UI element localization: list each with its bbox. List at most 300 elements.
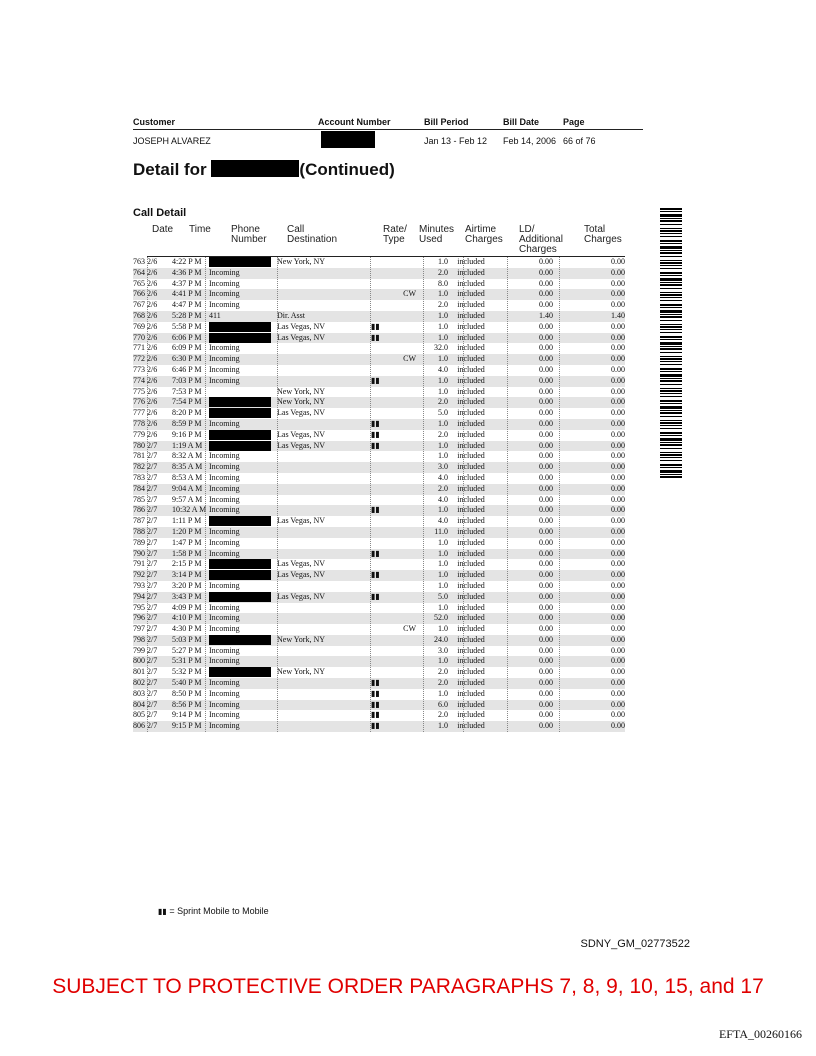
mobile-to-mobile-icon: ▮▮ — [371, 570, 380, 580]
call-date: 2/6 — [147, 397, 158, 407]
minutes-used: 2.0 — [438, 267, 448, 277]
table-row — [133, 710, 625, 721]
total-charges: 0.00 — [611, 602, 625, 612]
call-date: 2/6 — [147, 408, 158, 418]
barcode-bar — [660, 378, 682, 379]
barcode-bar — [660, 371, 682, 372]
customer-label: Customer — [133, 117, 176, 127]
barcode-bar — [660, 262, 682, 264]
phone-number-redaction — [209, 667, 271, 677]
row-number: 778 — [133, 418, 145, 428]
barcode-bar — [660, 390, 682, 392]
rate-type — [371, 721, 417, 732]
minutes-used: 4.0 — [438, 364, 448, 374]
table-row — [133, 376, 625, 387]
airtime-charges: included — [457, 440, 485, 450]
table-row — [133, 322, 625, 333]
column-separator — [507, 257, 508, 732]
airtime-charges: included — [457, 332, 485, 342]
barcode-bar — [660, 448, 682, 449]
ld-charges: 0.00 — [539, 505, 553, 515]
table-row — [133, 343, 625, 354]
total-charges: 0.00 — [611, 440, 625, 450]
call-date: 2/7 — [147, 505, 158, 515]
row-number: 794 — [133, 591, 145, 601]
ld-charges: 0.00 — [539, 472, 553, 482]
bates-number: SDNY_GM_02773522 — [580, 938, 690, 950]
minutes-used: 52.0 — [434, 613, 448, 623]
phone-number: Incoming — [209, 472, 240, 482]
page-label: Page — [563, 117, 585, 127]
airtime-charges: included — [457, 602, 485, 612]
row-number: 765 — [133, 278, 145, 288]
minutes-used: 2.0 — [438, 483, 448, 493]
barcode-bar — [660, 422, 682, 424]
minutes-used: 1.0 — [438, 624, 448, 634]
call-time: 1:47 P M — [172, 537, 202, 547]
call-date: 2/7 — [147, 580, 158, 590]
efta-number: EFTA_00260166 — [718, 1027, 802, 1041]
phone-number: Incoming — [209, 613, 240, 623]
table-row — [133, 484, 625, 495]
row-number: 804 — [133, 699, 145, 709]
title-suffix: (Continued) — [299, 160, 395, 179]
call-time: 4:09 P M — [172, 602, 202, 612]
barcode-bar — [660, 320, 682, 321]
total-charges: 0.00 — [611, 667, 625, 677]
table-row — [133, 365, 625, 376]
call-time: 6:46 P M — [172, 364, 202, 374]
ld-charges: 0.00 — [539, 483, 553, 493]
barcode-bar — [660, 342, 682, 345]
barcode-bar — [660, 400, 682, 402]
barcode-bar — [660, 307, 682, 308]
call-date: 2/6 — [147, 267, 158, 277]
table-row — [133, 333, 625, 344]
table-row — [133, 581, 625, 592]
airtime-charges: included — [457, 472, 485, 482]
minutes-used: 4.0 — [438, 472, 448, 482]
page-value: 66 of 76 — [563, 136, 596, 146]
barcode-bar — [660, 275, 682, 276]
row-number: 805 — [133, 710, 145, 720]
call-time: 7:53 P M — [172, 386, 202, 396]
phone-number: Incoming — [209, 645, 240, 655]
bill-date-value: Feb 14, 2006 — [503, 136, 557, 146]
row-number: 779 — [133, 429, 145, 439]
table-row — [133, 397, 625, 408]
total-charges: 0.00 — [611, 645, 625, 655]
phone-number: Incoming — [209, 451, 240, 461]
minutes-used: 1.0 — [438, 537, 448, 547]
total-charges: 0.00 — [611, 289, 625, 299]
phone-number: Incoming — [209, 462, 240, 472]
call-time: 8:56 P M — [172, 699, 202, 709]
ld-charges: 0.00 — [539, 451, 553, 461]
mobile-to-mobile-icon: ▮▮ — [371, 548, 380, 558]
phone-number-redaction — [209, 635, 271, 645]
airtime-charges: included — [457, 678, 485, 688]
call-destination: New York, NY — [277, 386, 326, 396]
barcode-bar — [660, 403, 682, 404]
minutes-used: 1.0 — [438, 289, 448, 299]
account-number-redaction — [321, 131, 375, 148]
phone-number: Incoming — [209, 289, 240, 299]
total-charges: 0.00 — [611, 721, 625, 731]
call-time: 8:50 P M — [172, 688, 202, 698]
ld-charges: 0.00 — [539, 591, 553, 601]
table-row — [133, 559, 625, 570]
barcode-bar — [660, 250, 682, 251]
row-number: 783 — [133, 472, 145, 482]
call-date: 2/7 — [147, 634, 158, 644]
minutes-used: 4.0 — [438, 494, 448, 504]
column-separator — [463, 257, 464, 732]
airtime-charges: included — [457, 321, 485, 331]
ld-charges: 0.00 — [539, 559, 553, 569]
barcode-bar — [660, 236, 682, 237]
ld-charges: 0.00 — [539, 418, 553, 428]
call-destination: Las Vegas, NV — [277, 570, 326, 580]
airtime-charges: included — [457, 408, 485, 418]
total-charges: 0.00 — [611, 267, 625, 277]
airtime-charges: included — [457, 580, 485, 590]
total-charges: 0.00 — [611, 548, 625, 558]
table-row — [133, 667, 625, 678]
mobile-to-mobile-icon: ▮▮ — [371, 505, 380, 515]
call-time: 5:27 P M — [172, 645, 202, 655]
phone-number: Incoming — [209, 418, 240, 428]
barcode-bar — [660, 224, 682, 225]
barcode-bar — [660, 336, 682, 338]
barcode-bar — [660, 332, 682, 333]
bill-period-value: Jan 13 - Feb 12 — [424, 136, 488, 146]
barcode-bar — [660, 368, 682, 370]
airtime-charges: included — [457, 548, 485, 558]
rate-type: CW — [403, 624, 416, 634]
barcode-bar — [660, 300, 682, 301]
total-charges: 0.00 — [611, 472, 625, 482]
call-destination: New York, NY — [277, 667, 326, 677]
barcode-bar — [660, 352, 682, 353]
total-charges: 0.00 — [611, 418, 625, 428]
phone-number-redaction — [209, 322, 271, 332]
barcode-bar — [660, 268, 682, 269]
row-number: 771 — [133, 343, 145, 353]
row-number: 789 — [133, 537, 145, 547]
barcode-bar — [660, 243, 682, 244]
phone-number-redaction — [209, 559, 271, 569]
minutes-used: 1.0 — [438, 570, 448, 580]
col-ld: LD/ Additional Charges — [519, 224, 563, 255]
call-date: 2/7 — [147, 472, 158, 482]
phone-number: Incoming — [209, 548, 240, 558]
minutes-used: 1.0 — [438, 688, 448, 698]
phone-number: Incoming — [209, 483, 240, 493]
phone-number: Incoming — [209, 688, 240, 698]
total-charges: 0.00 — [611, 537, 625, 547]
barcode-bar — [660, 412, 682, 414]
call-date: 2/7 — [147, 591, 158, 601]
table-row — [133, 430, 625, 441]
mobile-to-mobile-icon: ▮▮ — [371, 721, 380, 731]
header-rule — [133, 129, 643, 130]
column-separator — [370, 257, 371, 732]
barcode-bar — [660, 260, 682, 261]
row-number: 780 — [133, 440, 145, 450]
phone-number: Incoming — [209, 278, 240, 288]
rate-type — [371, 549, 417, 560]
call-date: 2/7 — [147, 526, 158, 536]
airtime-charges: included — [457, 559, 485, 569]
bill-date-label: Bill Date — [503, 117, 540, 127]
call-time: 8:20 P M — [172, 408, 202, 418]
minutes-used: 1.0 — [438, 310, 448, 320]
phone-number-redaction — [209, 430, 271, 440]
call-destination: New York, NY — [277, 257, 326, 266]
row-number: 802 — [133, 678, 145, 688]
column-separator — [277, 257, 278, 732]
call-date: 2/6 — [147, 354, 158, 364]
total-charges: 0.00 — [611, 516, 625, 526]
call-date: 2/7 — [147, 667, 158, 677]
barcode-bar — [660, 358, 682, 360]
barcode-bar — [660, 230, 682, 232]
call-time: 9:15 P M — [172, 721, 202, 731]
ld-charges: 0.00 — [539, 699, 553, 709]
airtime-charges: included — [457, 494, 485, 504]
minutes-used: 2.0 — [438, 710, 448, 720]
barcode-bar — [660, 288, 682, 289]
total-charges: 0.00 — [611, 494, 625, 504]
call-time: 5:58 P M — [172, 321, 202, 331]
call-time: 8:53 A M — [172, 472, 203, 482]
phone-number: Incoming — [209, 343, 240, 353]
minutes-used: 32.0 — [434, 343, 448, 353]
call-time: 9:16 P M — [172, 429, 202, 439]
rate-type — [371, 505, 417, 516]
minutes-used: 24.0 — [434, 634, 448, 644]
call-time: 9:14 P M — [172, 710, 202, 720]
airtime-charges: included — [457, 710, 485, 720]
airtime-charges: included — [457, 429, 485, 439]
airtime-charges: included — [457, 591, 485, 601]
table-row — [133, 268, 625, 279]
airtime-charges: included — [457, 570, 485, 580]
rate-type — [371, 441, 417, 452]
minutes-used: 1.0 — [438, 257, 448, 266]
call-date: 2/7 — [147, 483, 158, 493]
bill-period-label: Bill Period — [424, 117, 469, 127]
call-date: 2/6 — [147, 257, 158, 266]
row-number: 793 — [133, 580, 145, 590]
barcode-bar — [660, 297, 682, 298]
minutes-used: 1.0 — [438, 656, 448, 666]
row-number: 781 — [133, 451, 145, 461]
call-time: 5:40 P M — [172, 678, 202, 688]
airtime-charges: included — [457, 516, 485, 526]
rate-type: CW — [403, 354, 416, 364]
call-date: 2/7 — [147, 656, 158, 666]
call-time: 6:30 P M — [172, 354, 202, 364]
call-date: 2/7 — [147, 624, 158, 634]
phone-number-redaction — [209, 592, 271, 602]
barcode-bar — [660, 292, 682, 293]
total-charges: 0.00 — [611, 462, 625, 472]
row-number: 801 — [133, 667, 145, 677]
table-row — [133, 473, 625, 484]
table-row — [133, 603, 625, 614]
call-detail-table — [133, 257, 625, 732]
col-destination: Call Destination — [287, 224, 338, 245]
row-number: 787 — [133, 516, 145, 526]
column-separator — [205, 257, 206, 732]
barcode-bar — [660, 346, 682, 347]
phone-number-redaction — [209, 408, 271, 418]
barcode-bar — [660, 240, 682, 242]
ld-charges: 0.00 — [539, 580, 553, 590]
call-date: 2/7 — [147, 570, 158, 580]
call-destination: Las Vegas, NV — [277, 321, 326, 331]
mobile-to-mobile-icon: ▮▮ — [371, 429, 380, 439]
barcode-bar — [660, 246, 682, 249]
phone-number-redaction — [209, 516, 271, 526]
minutes-used: 11.0 — [434, 526, 448, 536]
barcode-bar — [660, 442, 682, 443]
call-date: 2/7 — [147, 494, 158, 504]
total-charges: 0.00 — [611, 343, 625, 353]
total-charges: 0.00 — [611, 634, 625, 644]
call-destination: Dir. Asst — [277, 310, 306, 320]
barcode-bar — [660, 438, 682, 441]
minutes-used: 5.0 — [438, 408, 448, 418]
footnote-text: = Sprint Mobile to Mobile — [169, 906, 269, 916]
call-date: 2/6 — [147, 310, 158, 320]
airtime-charges: included — [457, 505, 485, 515]
airtime-charges: included — [457, 721, 485, 731]
airtime-charges: included — [457, 300, 485, 310]
row-number: 763 — [133, 257, 145, 266]
rate-type — [371, 322, 417, 333]
phone-number-redaction — [209, 570, 271, 580]
barcode-bar — [660, 310, 682, 313]
rate-type — [371, 333, 417, 344]
airtime-charges: included — [457, 699, 485, 709]
minutes-used: 1.0 — [438, 451, 448, 461]
table-row — [133, 549, 625, 560]
column-separator — [423, 257, 424, 732]
barcode-bar — [660, 476, 682, 478]
call-destination: Las Vegas, NV — [277, 440, 326, 450]
table-row — [133, 387, 625, 398]
ld-charges: 0.00 — [539, 548, 553, 558]
rate-type — [371, 570, 417, 581]
table-row — [133, 635, 625, 646]
barcode-bar — [660, 214, 682, 217]
minutes-used: 3.0 — [438, 462, 448, 472]
table-row — [133, 354, 625, 365]
total-charges: 0.00 — [611, 257, 625, 266]
table-row — [133, 624, 625, 635]
row-number: 777 — [133, 408, 145, 418]
table-row — [133, 592, 625, 603]
total-charges: 0.00 — [611, 699, 625, 709]
call-time: 1:20 P M — [172, 526, 202, 536]
barcode-bar — [660, 324, 682, 325]
table-row — [133, 646, 625, 657]
total-charges: 0.00 — [611, 559, 625, 569]
customer-value: JOSEPH ALVAREZ — [133, 136, 211, 146]
row-number: 791 — [133, 559, 145, 569]
row-number: 795 — [133, 602, 145, 612]
airtime-charges: included — [457, 257, 485, 266]
phone-number: Incoming — [209, 364, 240, 374]
call-destination: Las Vegas, NV — [277, 332, 326, 342]
barcode-bar — [660, 460, 682, 461]
call-time: 3:43 P M — [172, 591, 202, 601]
phone-number-redaction — [209, 397, 271, 407]
call-time: 4:22 P M — [172, 257, 202, 266]
total-charges: 1.40 — [611, 310, 625, 320]
call-time: 9:57 A M — [172, 494, 203, 504]
phone-number: Incoming — [209, 494, 240, 504]
total-charges: 0.00 — [611, 429, 625, 439]
call-time: 7:54 P M — [172, 397, 202, 407]
minutes-used: 2.0 — [438, 678, 448, 688]
phone-number: Incoming — [209, 526, 240, 536]
barcode-bar — [660, 388, 682, 389]
col-phone: Phone Number — [231, 224, 267, 245]
call-time: 8:35 A M — [172, 462, 203, 472]
airtime-charges: included — [457, 375, 485, 385]
phone-number: Incoming — [209, 354, 240, 364]
call-date: 2/7 — [147, 451, 158, 461]
barcode-bar — [660, 211, 682, 212]
rate-type — [371, 710, 417, 721]
table-row — [133, 700, 625, 711]
airtime-charges: included — [457, 526, 485, 536]
barcode-bar — [660, 416, 682, 417]
barcode-bar — [660, 420, 682, 421]
minutes-used: 1.0 — [438, 418, 448, 428]
barcode-bar — [660, 278, 682, 281]
call-destination: Las Vegas, NV — [277, 591, 326, 601]
ld-charges: 0.00 — [539, 386, 553, 396]
airtime-charges: included — [457, 483, 485, 493]
call-time: 3:14 P M — [172, 570, 202, 580]
ld-charges: 0.00 — [539, 408, 553, 418]
ld-charges: 0.00 — [539, 656, 553, 666]
total-charges: 0.00 — [611, 688, 625, 698]
table-row — [133, 505, 625, 516]
airtime-charges: included — [457, 418, 485, 428]
minutes-used: 8.0 — [438, 278, 448, 288]
minutes-used: 1.0 — [438, 440, 448, 450]
barcode-bar — [660, 282, 682, 283]
row-number: 792 — [133, 570, 145, 580]
call-date: 2/6 — [147, 289, 158, 299]
col-airtime: Airtime Charges — [465, 224, 503, 245]
row-number: 800 — [133, 656, 145, 666]
table-row — [133, 678, 625, 689]
col-time: Time — [189, 224, 211, 235]
call-time: 4:10 P M — [172, 613, 202, 623]
footnote — [158, 906, 269, 916]
barcode-bar — [660, 380, 682, 382]
ld-charges: 0.00 — [539, 321, 553, 331]
minutes-used: 1.0 — [438, 505, 448, 515]
call-time: 6:09 P M — [172, 343, 202, 353]
